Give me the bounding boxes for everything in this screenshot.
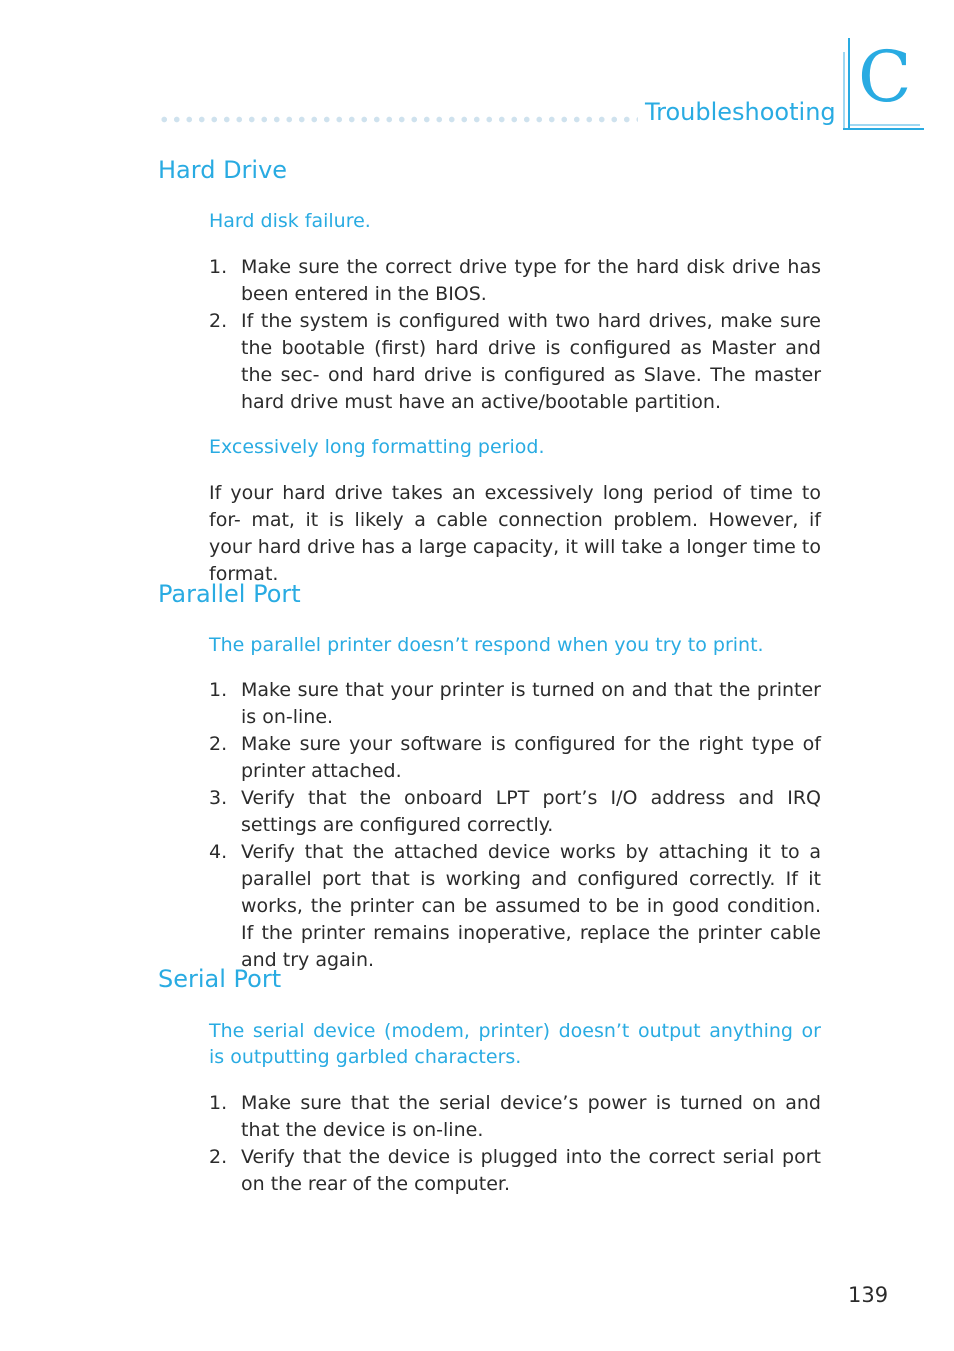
problem-heading: Hard disk failure.: [209, 210, 371, 232]
steps-list: [209, 254, 821, 416]
section-title-parallel-port: Parallel Port: [158, 580, 301, 608]
list-item-text: If the system is configured with two hard drives, make sure the bootable (first) hard drive is configured as Master and the sec- ond hard drive is configured as Slave. The master hard drive must have an active/bootable partition.: [241, 310, 821, 413]
steps-list: [209, 677, 821, 974]
chapter-letter: C: [858, 36, 912, 118]
list-item-text: Verify that the attached device works by attaching it to a parallel port that is working and configured correctly. If it works, the printer can be assumed to be in good condition. If the printer remains inoperative, replace the printer cable and try again.: [241, 841, 821, 971]
list-item: [209, 254, 821, 308]
list-item-text: Verify that the onboard LPT port’s I/O address and IRQ settings are configured correctly.: [241, 787, 821, 836]
problem-heading: Excessively long formatting period.: [209, 436, 545, 458]
list-item: [209, 731, 821, 785]
list-item-number: 1.: [209, 256, 228, 278]
section-title-hard-drive: Hard Drive: [158, 156, 288, 184]
list-item: [209, 677, 821, 731]
steps-list: [209, 1090, 821, 1198]
list-item-number: 3.: [209, 787, 228, 809]
chapter-badge-line: [843, 52, 845, 130]
list-item-number: 2.: [209, 1146, 228, 1168]
chapter-badge-line: [848, 38, 850, 130]
list-item-text: Make sure the correct drive type for the hard disk drive has been entered in the BIOS.: [241, 256, 821, 305]
list-item: [209, 1144, 821, 1198]
body-paragraph: If your hard drive takes an excessively long period of time to for- mat, it is likely a cable connection problem. However, if your hard drive has a large capacity, it will take a longer time to format.: [209, 482, 821, 585]
chapter-badge: [838, 38, 924, 136]
list-item: [209, 1090, 821, 1144]
list-item: [209, 785, 821, 839]
problem-heading: The parallel printer doesn’t respond when you try to print.: [209, 634, 764, 656]
list-item-number: 1.: [209, 1092, 228, 1114]
list-item-number: 2.: [209, 733, 228, 755]
chapter-badge-line: [843, 128, 924, 130]
list-item: [209, 839, 821, 974]
list-item-number: 1.: [209, 679, 228, 701]
page-number: 139: [848, 1283, 889, 1307]
list-item-number: 4.: [209, 841, 228, 863]
running-header-title: Troubleshooting: [645, 98, 836, 126]
problem-heading: The serial device (modem, printer) doesn’t output anything or is outputting garbled characters.: [209, 1020, 821, 1068]
list-item-text: Make sure your software is configured for the right type of printer attached.: [241, 733, 821, 782]
chapter-badge-line: [850, 124, 920, 126]
list-item-text: Make sure that the serial device’s power is turned on and that the device is on-line.: [241, 1092, 821, 1141]
list-item-text: Make sure that your printer is turned on and that the printer is on-line.: [241, 679, 821, 728]
header-dot-rule: [158, 116, 638, 123]
list-item-number: 2.: [209, 310, 228, 332]
list-item: [209, 308, 821, 416]
section-title-serial-port: Serial Port: [158, 965, 282, 993]
list-item-text: Verify that the device is plugged into the correct serial port on the rear of the computer.: [241, 1146, 821, 1195]
